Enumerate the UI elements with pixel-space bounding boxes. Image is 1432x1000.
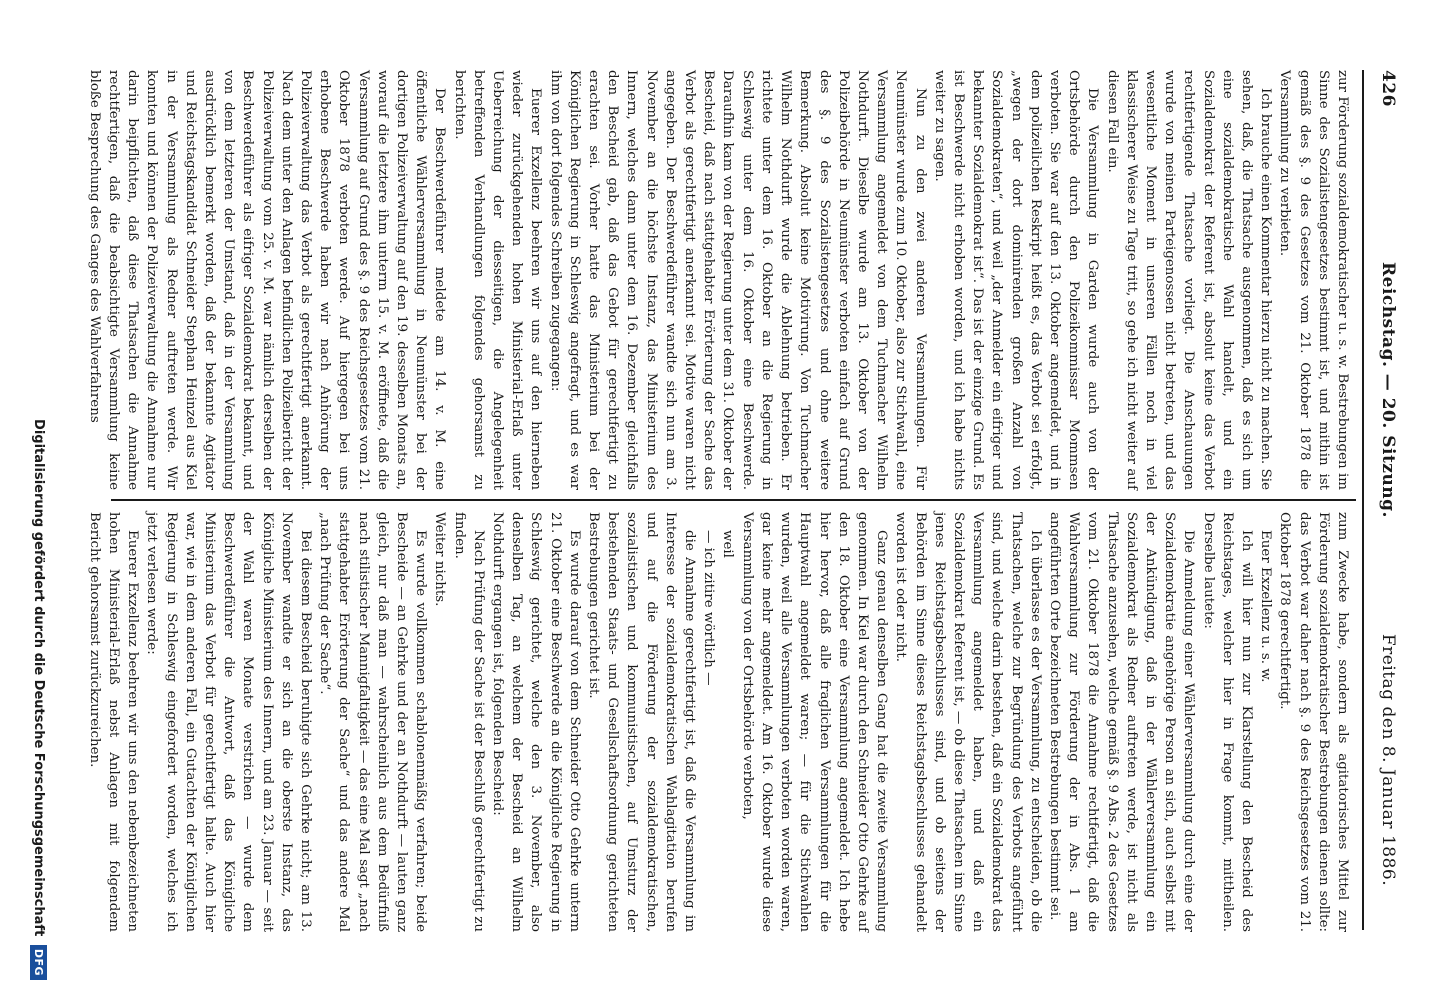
paragraph: — ich zitire wörtlich — xyxy=(701,530,717,686)
quoted-paragraph: Euerer Exzellenz beehren wir uns den nebenbezeichneten hohen Ministerial-Erlaß nebst Anlagen mit folgendem Bericht gehorsamst zurückzureichen. xyxy=(86,512,141,932)
paragraph: Euerer Exzellenz beehren wir uns auf den hierneben wieder zurückgehenden hohen Ministerial-Erlaß unter Ueberreichung der diesseitigen, die Angelegenheit betreffenden Verhandlungen folgendes gehorsamst zu berichten. xyxy=(451,70,544,490)
paragraph: Es wurde darauf von dem Schneider Otto Gehrke unterm 21. Oktober eine Beschwerde an die Königliche Regierung in Schleswig gerichtet, welche den 3. November, also denselben Tag, an welchem der Bescheid an Wilhelm Nothdurft ergangen ist, folgenden Bescheid: xyxy=(490,512,582,932)
left-text-column xyxy=(86,70,1352,490)
paragraph: Ganz genau denselben Gang hat die zweite Versammlung genommen. In Kiel war durch den Schneider Otto Gehrke auf den 18. Oktober eine Versammlung angemeldet. Ich hebe hier hervor, daß alle fraglichen Versammlungen für die Hauptwahl angemeldet waren; — für die Stichwahlen wurden, weil alle Versammlungen verboten worden waren, gar keine mehr angemeldet. Am 16. Oktober wurde diese Versammlung von der Ortsbehörde verboten, xyxy=(739,512,890,932)
paragraph: Ich will hier nun zur Klarstellung den Bescheid des Reichstages, welcher hier in Frage kommt, mittheilen. Derselbe lautete: xyxy=(1200,512,1254,932)
paragraph: zum Zwecke habe, sondern als agitatorisches Mittel zur Förderung sozialdemokratischer Bestrebungen dienen sollte: das Verbot war daher nach §. 9 des Reichsgesetzes vom 21. Oktober 1878 gerechtfertigt. xyxy=(1277,512,1350,932)
paragraph: Der Beschwerdeführer meldete am 14. v. M. eine öffentliche Wählerversammlung in Neumünster bei der dortigen Polizeiverwaltung auf den 19. desselben Monats an, worauf die letztere ihm unterm 15. v. M. eröffnete, daß die Versammlung auf Grund des §. 9 des Reichsgesetzes vom 21. Oktober 1878 verboten werde. Auf hiergegen bei uns erhobene Beschwerde haben wir nach Anhörung der Polizeiverwaltung das Verbot als gerechtfertigt anerkannt. Nach dem unter den Anlagen befindlichen Polizeibericht der Polizeiverwaltung vom 25. v. M. war nämlich derselben der Beschwerdeführer als eifriger Sozialdemokrat bekannt, und von dem letzteren der Umstand, daß in der Versammlung ausdrücklich bemerkt worden, daß der bekannte Agitator und Reichstagskandidat Schneider Stephan Heinzel aus Kiel in der Versammlung als Redner auftreten werde. Wir konnten und können der Polizeiverwaltung die Annahme nur darin beipflichten, daß diese Thatsachen die Annahme rechtfertigen, daß die beabsichtigte Versammlung keine bloße Besprechung des Ganges des Wahlverfahrens xyxy=(86,70,448,490)
paragraph: weil xyxy=(720,530,736,558)
page-header xyxy=(1362,70,1402,930)
header-date: Freitag den 8. Januar 1886. xyxy=(1378,633,1398,887)
quoted-paragraph: Die Anmeldung einer Wählerversammlung durch eine der Sozialdemokratie angehörige Person an sich, auch selbst mit der Ankündigung, daß in der Wählerversammlung ein Sozialdemokrat als Redner auftreten werde, ist nicht als Thatsache anzusehen, welche gemäß §. 9 Abs. 2 des Gesetzes vom 21. Oktober 1878 die Annahme rechtfertigt, daß die Wahlversammlung zur Förderung der in Abs. 1 am angeführten Orte bezeichneten Bestrebungen bestimmt sei. xyxy=(1046,512,1197,932)
quoted-paragraph: Nach Prüfung der Sache ist der Beschluß gerechtfertigt zu finden. xyxy=(451,512,486,932)
paragraph: Weiter nichts. xyxy=(432,512,448,607)
paragraph: Euer Exzellenz u. s. w. xyxy=(1258,530,1274,683)
paragraph: Die Versammlung in Garden wurde auch von der Ortsbehörde durch den Polizeikommissar Mommsen verboten. Sie war auf den 13. Oktober angemeldet, und in dem polizeilichen Reskript heißt es, das Verbot sei erfolgt, „wegen der dort dominirenden großen Anzahl von Sozialdemokraten“, und weil „der Anmelder ein eifriger und bekannter Sozialdemokrat ist“. Das ist der einzige Grund. Es ist Beschwerde nicht erhoben worden, und ich habe nichts weiter zu sagen. xyxy=(931,70,1101,490)
paragraph: Ich überlasse es der Versammlung, zu entscheiden, ob die Thatsachen, welche zur Begründung des Verbots angeführt sind, und welche darin bestehen, daß ein Sozialdemokrat das Versammlung angemeldet haben, und daß ein Sozialdemokrat Referent ist, — ob diese Thatsachen im Sinne jenes Reichstagsbeschlusses sind, und ob seitens der Behörden im Sinne dieses Reichstagsbeschlusses gehandelt worden ist oder nicht. xyxy=(893,512,1043,932)
page-number: 426 xyxy=(1378,70,1398,107)
paragraph: Es wurde vollkommen schablonenmäßig verfahren; beide Bescheide — an Gehrke und der an Nothdurft — lauten ganz gleich, nur daß man — wahrscheinlich aus dem Bedürfniß nach stilistischer Mannigfaltigkeit — das eine Mal sagt „nach stattgehabter Erörterung der Sache“ und das andere Mal „nach Prüfung der Sache“. xyxy=(317,512,429,932)
column-divider xyxy=(111,499,1356,501)
digitization-credit-text: Digitalisierung gefördert durch die Deutsche Forschungsgemeinschaft xyxy=(31,419,46,937)
digitization-credit xyxy=(19,280,47,980)
paragraph: zur Förderung sozialdemokratischer u. s. w. Bestrebungen im Sinne des Sozialistengesetzes bestimmt ist, und mithin ist gemäß des §. 9 des Gesetzes vom 21. Oktober 1878 die Versammlung zu verbieten. xyxy=(1277,70,1350,490)
dfg-logo: DFG xyxy=(30,945,47,980)
paragraph: Nun zu den zwei anderen Versammlungen. Für Neumünster wurde zum 10. Oktober, also zur Stichwahl, eine Versammlung angemeldet von dem Tuchmacher Wilhelm Nothdurft. Dieselbe wurde am 13. Oktober von der Polizeibehörde in Neumünster verboten einfach auf Grund des §. 9 des Sozialistengesetzes und ohne weitere Bemerkung. Absolut keine Motivirung. Von Tuchmacher Wilhelm Nothdurft wurde die Ablehnung betrieben. Er richtete unter dem 16. Oktober an die Regierung in Schleswig unter dem 16. Oktober eine Beschwerde. Daraufhin kam von der Regierung unter dem 31. Oktober der Bescheid, daß nach stattgehabter Erörterung der Sache das Verbot als gerechtfertigt anerkannt sei. Motive waren nicht angegeben. Der Beschwerdeführer wandte sich nun am 3. November an die höchste Instanz, das Ministerium des Innern, welches dann unter dem 16. Dezember gleichfalls den Bescheid gab, daß das Gebot für gerechtfertigt zu erachten sei. Vorher hatte das Ministerium bei der Königlichen Regierung in Schleswig angefragt, und es war ihm von dort folgendes Schreiben zugegangen: xyxy=(547,70,928,490)
header-rule xyxy=(1362,70,1364,930)
right-text-column xyxy=(86,512,1352,932)
quoted-paragraph: die Annahme gerechtfertigt ist, daß die Versammlung im Interesse der sozialdemokratischen Wahlagitation berufen und auf die Förderung der sozialdemokratischen, sozialistischen und kommunistischen, auf Umsturz der bestehenden Staats- und Gesellschaftsordnung gerichteten Bestrebungen gerichtet ist. xyxy=(586,512,698,932)
header-session-title: Reichstag. — 20. Sitzung. xyxy=(1378,262,1398,518)
paragraph: Ich brauche einen Kommentar hierzu nicht zu machen. Sie sehen, daß, die Thatsache ausgenommen, daß es sich um eine sozialdemokratische Wahl handelt, und ein Sozialdemokrat der Referent ist, absolut keine das Verbot rechtfertigende Thatsache vorliegt. Die Anschauungen wurde von meinen Parteigenossen nicht betreten, und das wesentliche Moment in unseren Fällen noch in viel klassischerer Weise zu Tage tritt, so gehe ich nicht weiter auf diesen Fall ein. xyxy=(1104,70,1274,490)
paragraph: Bei diesem Bescheid beruhigte sich Gehrke nicht; am 13. November wandte er sich an die oberste Instanz, das Königliche Ministerium des Innern, und am 23. Januar — seit der Wahl waren Monate verstrichen — wurde dem Beschwerdeführer die Antwort, daß das Königliche Ministerium das Verbot für gerechtfertigt halte. Auch hier war, wie in dem anderen Fall, ein Gutachten der Königlichen Regierung in Schleswig eingefordert worden, welches ich jetzt verlesen werde: xyxy=(144,512,314,932)
